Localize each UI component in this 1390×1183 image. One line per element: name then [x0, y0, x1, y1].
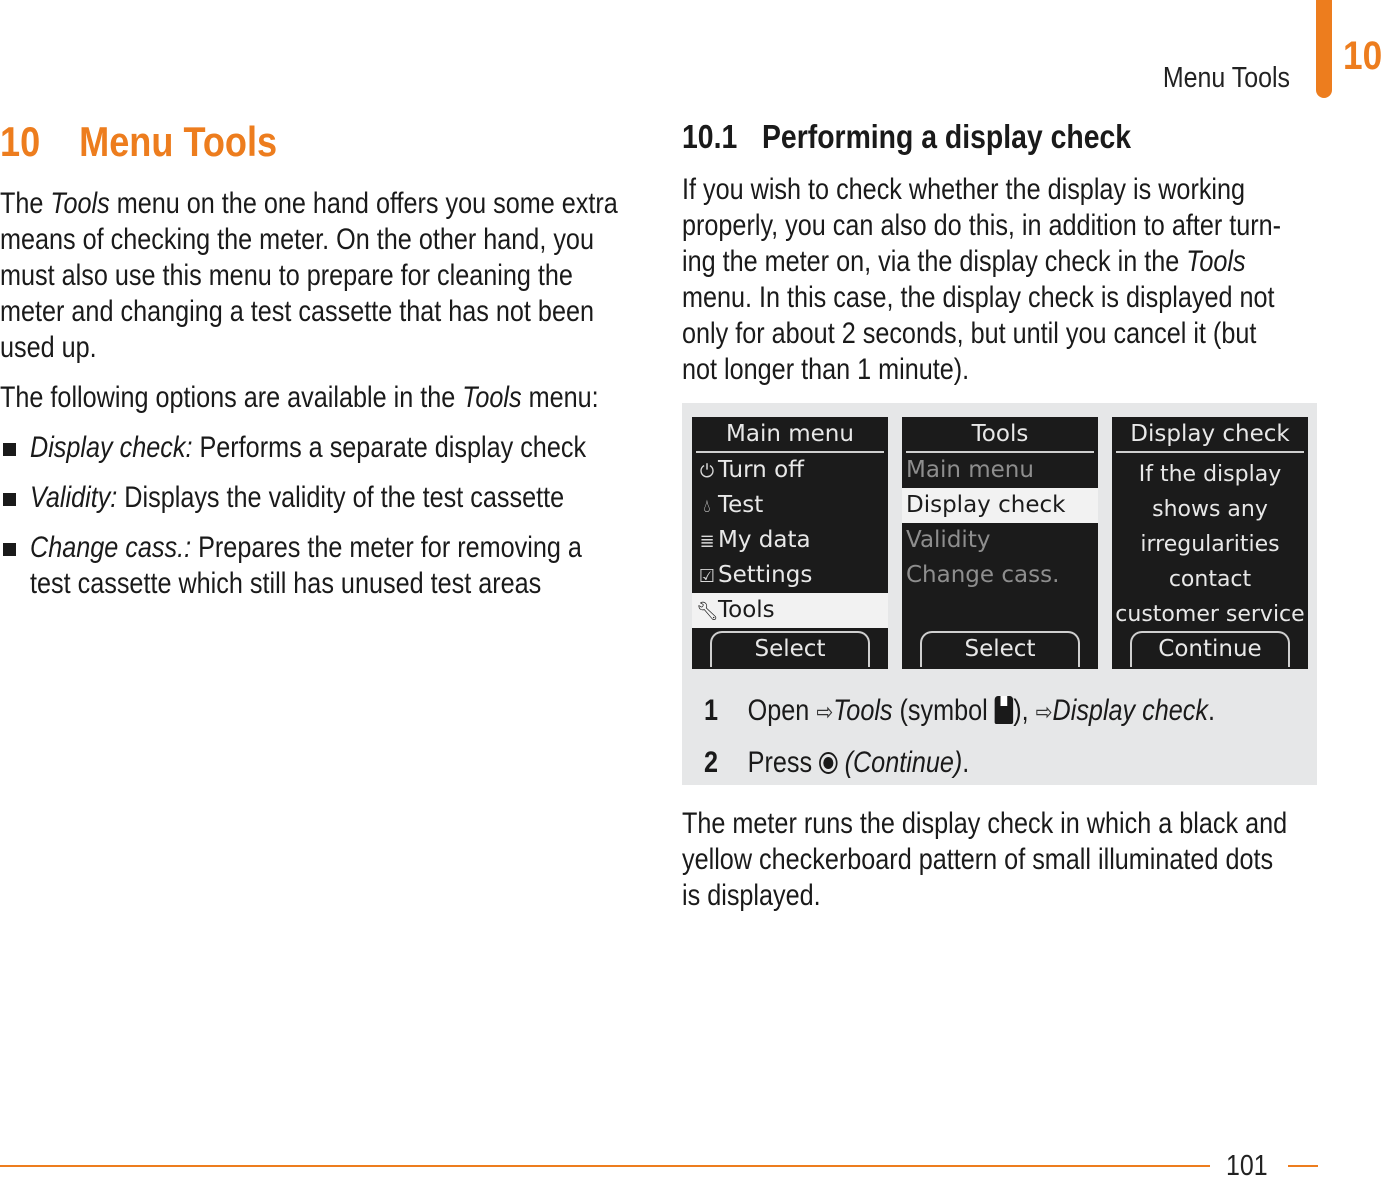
- menu-item-turn-off: [692, 453, 888, 488]
- step-2: [704, 745, 1215, 781]
- text-line: properly, you can also do this, in addition to after turn-: [682, 209, 1282, 242]
- chapter-title: Menu Tools: [79, 118, 278, 165]
- menu-item-label: Settings: [718, 562, 813, 588]
- text: ing the meter on, via the display check in the: [682, 245, 1187, 278]
- text-line: only for about 2 seconds, but until you cancel it (but: [682, 317, 1257, 350]
- text-line: used up.: [0, 331, 97, 364]
- menu-item-validity: Validity: [906, 527, 991, 553]
- continue-emphasis: (Continue): [844, 746, 963, 779]
- screen-tools: [902, 417, 1098, 669]
- page-number: 101: [1226, 1150, 1268, 1182]
- chapter-tab-marker: [1316, 0, 1332, 98]
- message-line: If the display: [1138, 462, 1282, 487]
- text-line: The meter runs the display check in which a black and: [682, 807, 1288, 840]
- text-line: If you wish to check whether the display is working: [682, 173, 1246, 206]
- chapter-heading: [0, 118, 550, 166]
- step-list: [704, 693, 1312, 795]
- text: The: [0, 187, 51, 220]
- message-line: shows any: [1152, 497, 1268, 522]
- arrow-icon: ⇨: [816, 699, 834, 726]
- step-1: [704, 693, 1215, 731]
- section-title: Performing a display check: [761, 118, 1132, 155]
- message-line: customer service: [1115, 602, 1305, 627]
- option-description: Performs a separate display check: [192, 431, 587, 464]
- text: .: [1208, 694, 1216, 727]
- intro-paragraph: [0, 186, 638, 366]
- screen-title: Main menu: [696, 417, 884, 453]
- chapter-tab-number: 10: [1343, 34, 1383, 78]
- menu-item-main-menu: Main menu: [906, 457, 1034, 483]
- arrow-icon: ⇨: [1035, 699, 1053, 726]
- screen-main-menu: [692, 417, 888, 669]
- text: Press: [747, 746, 820, 779]
- chapter-number: 10: [0, 118, 41, 165]
- tools-emphasis: Tools: [833, 694, 893, 727]
- bullet-square-icon: [3, 543, 16, 556]
- instruction-box: [682, 403, 1317, 785]
- option-item-display-check: [0, 430, 640, 466]
- section-number: 10.1: [682, 118, 738, 155]
- option-term: Display check:: [30, 431, 193, 464]
- left-column: [0, 118, 640, 616]
- menu-item-test: [692, 488, 888, 523]
- section-intro: [682, 172, 1320, 388]
- result-paragraph: [682, 806, 1320, 914]
- continue-softkey: Continue: [1130, 631, 1290, 667]
- menu-item-label: Test: [718, 492, 764, 518]
- menu-item-display-check: Display check: [902, 488, 1098, 523]
- option-term: Validity:: [30, 481, 118, 514]
- display-check-emphasis: Display check: [1052, 694, 1208, 727]
- text: Open: [747, 694, 817, 727]
- checkbox-icon: ☑: [698, 566, 716, 587]
- tools-emphasis: Tools: [462, 381, 522, 414]
- tools-emphasis: Tools: [50, 187, 110, 220]
- wrench-icon: [995, 696, 1013, 724]
- power-icon: ⏻: [699, 461, 715, 482]
- message-line: contact: [1168, 567, 1252, 592]
- option-item-validity: [0, 480, 640, 516]
- footer-rule: [0, 1165, 1210, 1167]
- text-line: is displayed.: [682, 879, 821, 912]
- text: ),: [1013, 694, 1036, 727]
- right-column: [682, 118, 1322, 402]
- menu-item-label: Tools: [718, 597, 775, 623]
- option-term: Change cass.:: [30, 531, 192, 564]
- menu-item-settings: [692, 558, 888, 593]
- menu-item-change-cass: Change cass.: [906, 562, 1060, 588]
- screen-display-check: [1112, 417, 1308, 669]
- options-intro: [0, 380, 638, 416]
- menu-item-label: Turn off: [718, 457, 804, 483]
- tools-emphasis: Tools: [1186, 245, 1246, 278]
- option-description-line2: test cassette which still has unused test areas: [30, 567, 542, 600]
- text-line: menu. In this case, the display check is displayed not: [682, 281, 1275, 314]
- display-check-message: [1112, 457, 1308, 632]
- options-list: [0, 430, 640, 602]
- message-line: irregularities: [1140, 532, 1280, 557]
- text: The following options are available in the: [0, 381, 463, 414]
- text-line: yellow checkerboard pattern of small illuminated dots: [682, 843, 1274, 876]
- bullet-square-icon: [3, 493, 16, 506]
- footer-rule: [1288, 1165, 1318, 1167]
- data-icon: ≣: [699, 531, 715, 552]
- select-softkey: Select: [710, 631, 870, 667]
- bullet-square-icon: [3, 443, 16, 456]
- text-line: not longer than 1 minute).: [682, 353, 970, 386]
- text-line: meter and changing a test cassette that has not been: [0, 295, 594, 328]
- text-line: means of checking the meter. On the other hand, you: [0, 223, 594, 256]
- menu-item-label: My data: [718, 527, 811, 553]
- text: .: [962, 746, 970, 779]
- option-item-change-cass: [0, 530, 640, 602]
- section-heading: [682, 118, 1232, 156]
- text: menu:: [521, 381, 599, 414]
- running-header-title: Menu Tools: [1162, 62, 1290, 94]
- step-number: 1: [704, 694, 719, 727]
- step-number: 2: [704, 746, 719, 779]
- wrench-icon: 🔧︎: [696, 601, 719, 622]
- menu-item-my-data: [692, 523, 888, 558]
- button-icon: [819, 752, 837, 774]
- screen-title: Tools: [906, 417, 1094, 453]
- drop-icon: 💧︎: [703, 496, 711, 517]
- option-description: Prepares the meter for removing a: [191, 531, 582, 564]
- text: menu on the one hand offers you some extra: [109, 187, 618, 220]
- menu-item-tools: [692, 593, 888, 628]
- select-softkey: Select: [920, 631, 1080, 667]
- text-line: must also use this menu to prepare for cleaning the: [0, 259, 573, 292]
- text: (symbol: [892, 694, 995, 727]
- option-description: Displays the validity of the test cassette: [117, 481, 565, 514]
- screen-title: Display check: [1116, 417, 1304, 453]
